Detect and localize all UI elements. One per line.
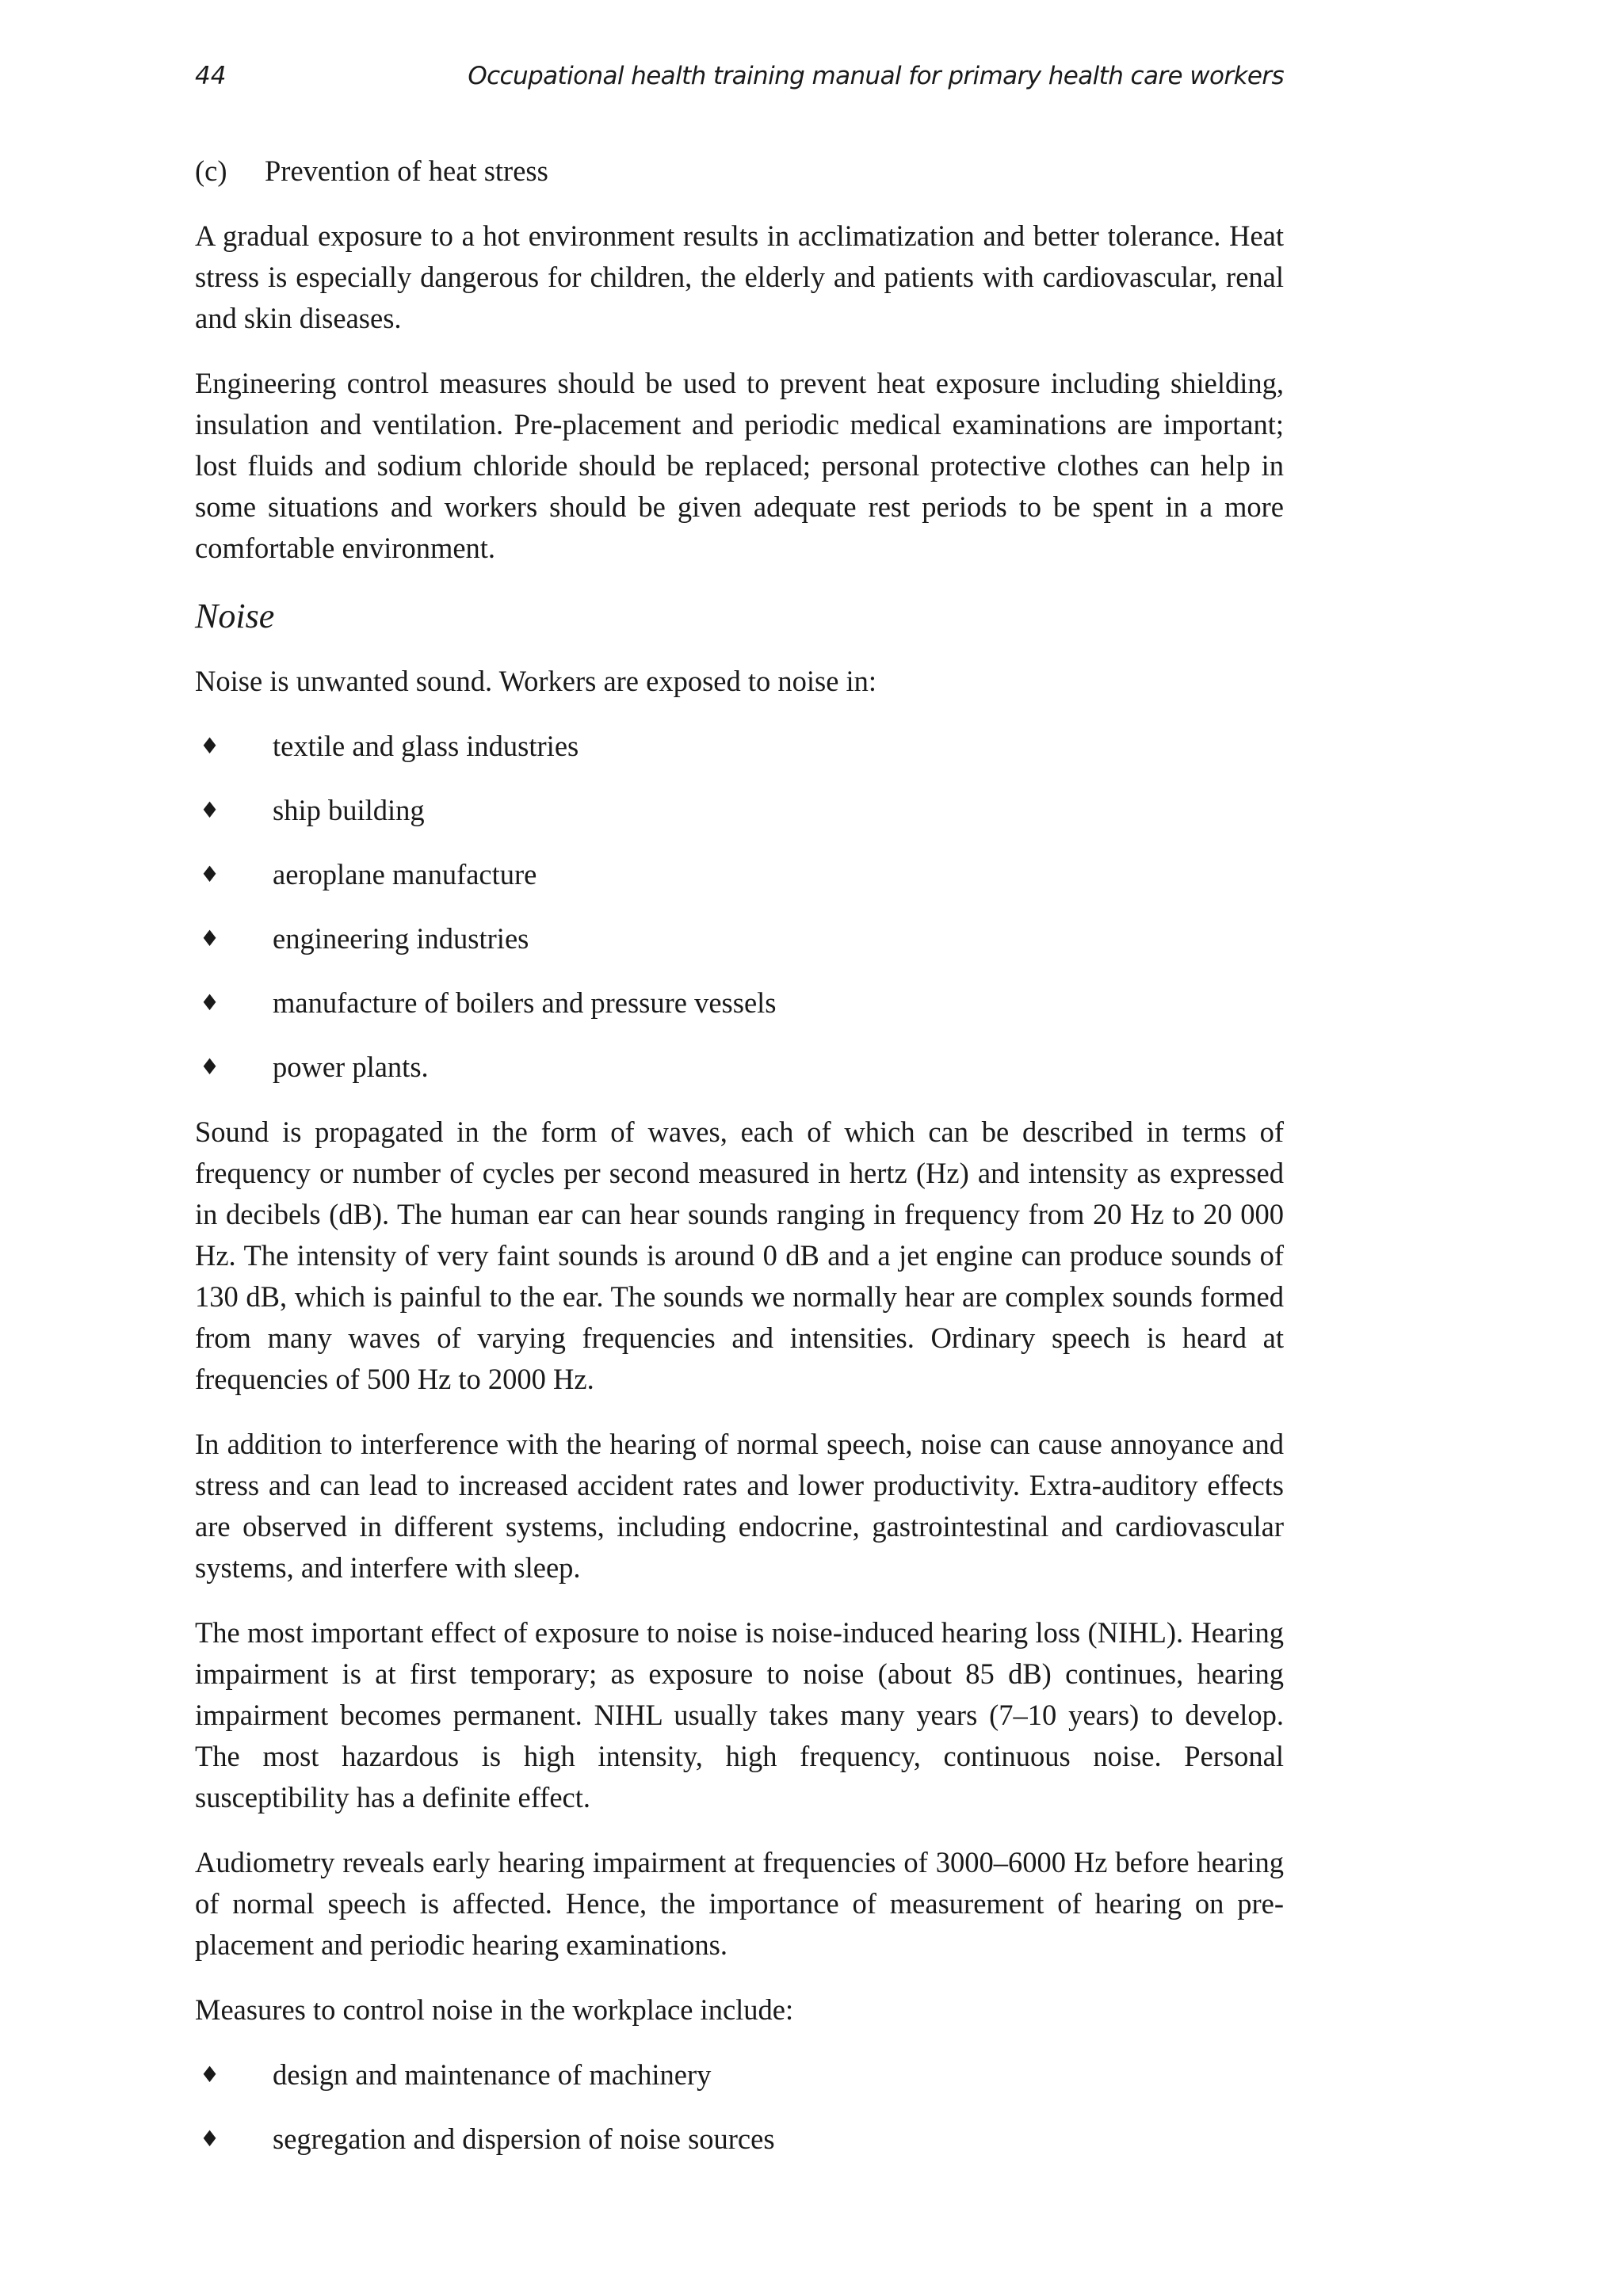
list-item-text: textile and glass industries	[273, 730, 579, 762]
diamond-bullet-icon: ♦	[200, 861, 220, 887]
subsection-title: Prevention of heat stress	[265, 154, 548, 187]
diamond-bullet-icon: ♦	[200, 990, 220, 1016]
diamond-bullet-icon: ♦	[200, 797, 220, 823]
noise-exposure-list	[195, 726, 1284, 1088]
subsection-marker: (c)	[195, 154, 227, 187]
section-heading-noise: Noise	[195, 597, 275, 635]
diamond-bullet-icon: ♦	[200, 925, 220, 952]
list-item	[195, 1047, 1284, 1088]
list-item-text: design and maintenance of machinery	[273, 2058, 712, 2091]
list-item-text: power plants.	[273, 1051, 429, 1083]
list-item	[195, 726, 1284, 767]
list-item-text: engineering industries	[273, 922, 529, 955]
diamond-bullet-icon: ♦	[200, 733, 220, 759]
paragraph-noise-effects: In addition to interference with the hearing of normal speech, noise can cause annoyance and stress and can lead to increased accident rates and lower productivity. Extra-auditory effects are observed in different systems, including endocrine, gastrointestinal and cardiovascular systems, and interfere with sleep.	[195, 1428, 1284, 1584]
list-item-text: ship building	[273, 794, 425, 826]
list-item	[195, 2054, 1284, 2096]
list-item-text: aeroplane manufacture	[273, 858, 537, 891]
paragraph-audiometry: Audiometry reveals early hearing impairment at frequencies of 3000–6000 Hz before hearing of normal speech is affected. Hence, the importance of measurement of hearing on pre-placement and periodic hearing examinations.	[195, 1846, 1284, 1961]
paragraph-sound-waves: Sound is propagated in the form of waves, each of which can be described in terms of frequency or number of cycles per second measured in hertz (Hz) and intensity as expressed in decibels (dB). The human ear can hear sounds ranging in frequency from 20 Hz to 20 000 Hz. The intensity of very faint sounds is around 0 dB and a jet engine can produce sounds of 130 dB, which is painful to the ear. The sounds we normally hear are complex sounds formed from many waves of varying frequencies and intensities. Ordinary speech is heard at frequencies of 500 Hz to 2000 Hz.	[195, 1116, 1284, 1395]
list-item	[195, 790, 1284, 831]
diamond-bullet-icon: ♦	[200, 2126, 220, 2152]
list-item-text: manufacture of boilers and pressure vessels	[273, 986, 777, 1019]
list-item	[195, 918, 1284, 959]
page-number: 44	[195, 62, 227, 90]
paragraph-noise-control-intro: Measures to control noise in the workplace include:	[195, 1993, 794, 2026]
diamond-bullet-icon: ♦	[200, 2061, 220, 2088]
paragraph-heat-controls: Engineering control measures should be used to prevent heat exposure including shielding, insulation and ventilation. Pre-placement and periodic medical examinations are important; lost fluids and sodium chloride should be replaced; personal protective clothes can help in some situations and workers should be given adequate rest periods to be spent in a more comfortable environment.	[195, 367, 1284, 564]
paragraph-noise-intro: Noise is unwanted sound. Workers are exposed to noise in:	[195, 665, 877, 697]
list-item	[195, 2119, 1284, 2160]
paragraph-nihl: The most important effect of exposure to noise is noise-induced hearing loss (NIHL). Hearing impairment is at first temporary; as exposure to noise (about 85 dB) continues, hearing impairment becomes permanent. NIHL usually takes many years (7–10 years) to develop. The most hazardous is high intensity, high frequency, continuous noise. Personal susceptibility has a definite effect.	[195, 1616, 1284, 1814]
running-title: Occupational health training manual for primary health care workers	[468, 62, 1284, 90]
noise-control-list	[195, 2054, 1284, 2160]
list-item	[195, 854, 1284, 895]
running-header	[195, 59, 1284, 93]
list-item-text: segregation and dispersion of noise sources	[273, 2122, 775, 2155]
list-item	[195, 982, 1284, 1024]
page-content	[195, 151, 1284, 2183]
subsection-heading	[195, 151, 1284, 192]
paragraph-heat-acclimatization: A gradual exposure to a hot environment results in acclimatization and better tolerance. Heat stress is especially dangerous for children, the elderly and patients with cardiovascular, renal and skin diseases.	[195, 219, 1284, 334]
diamond-bullet-icon: ♦	[200, 1054, 220, 1080]
